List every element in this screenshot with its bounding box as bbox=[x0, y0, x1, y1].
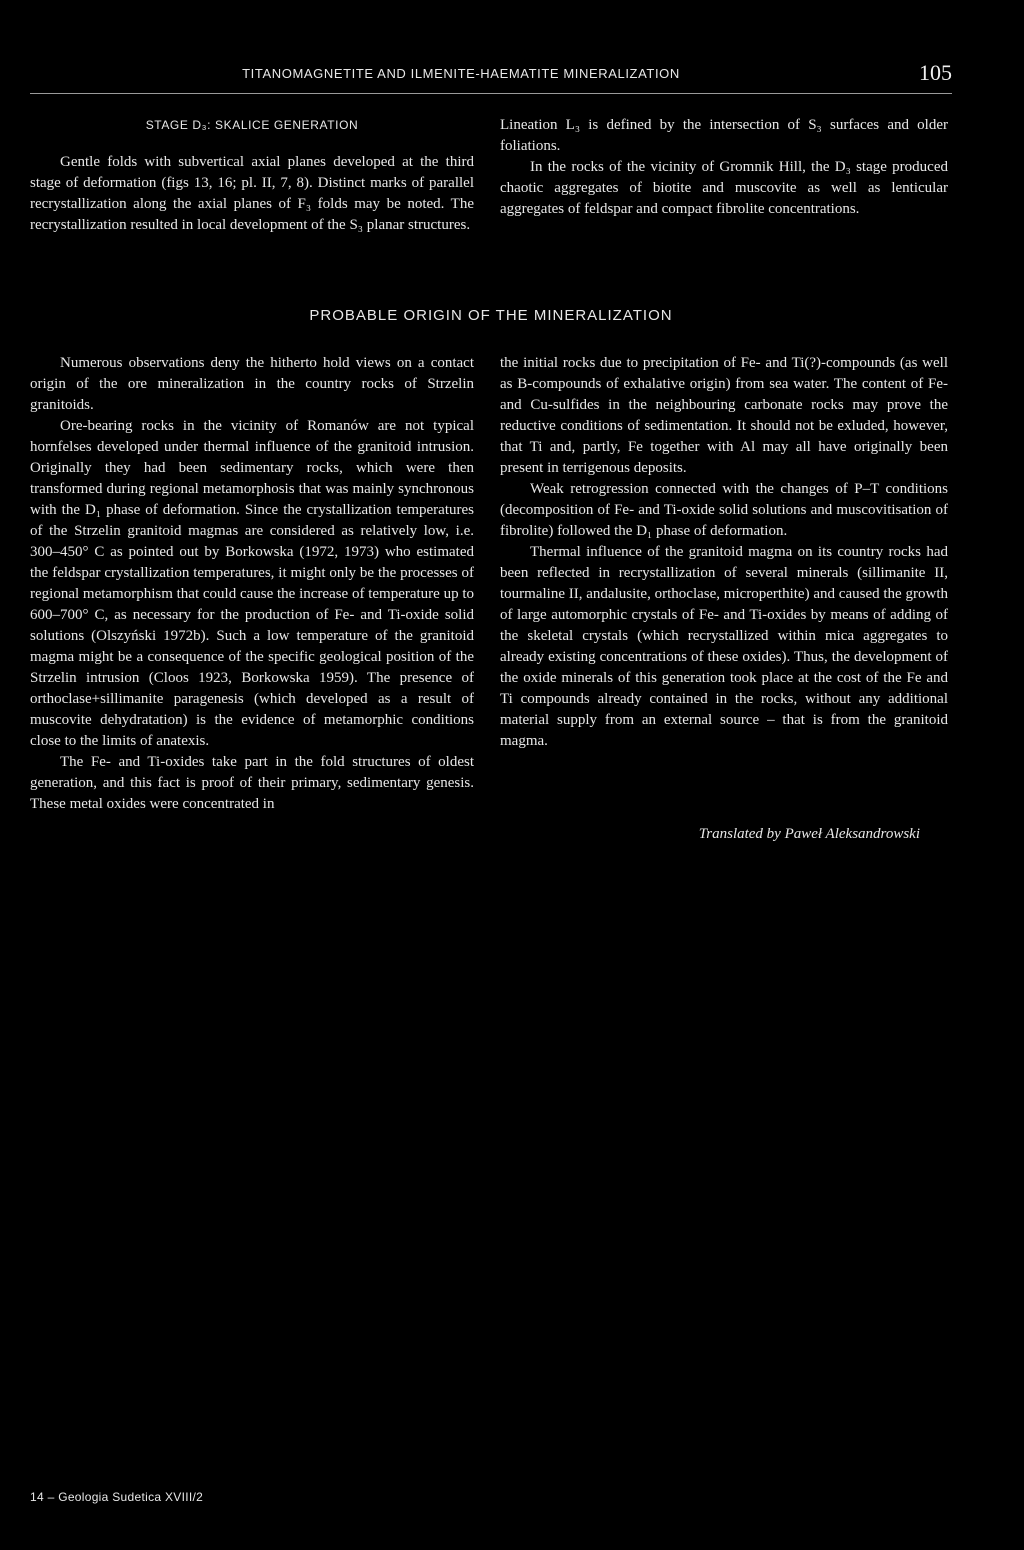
section-title: PROBABLE ORIGIN OF THE MINERALIZATION bbox=[309, 307, 673, 324]
running-title: TITANOMAGNETITE AND ILMENITE-HAEMATITE MINERALIZATION bbox=[242, 66, 680, 81]
right-top-column bbox=[500, 115, 948, 220]
origin-paragraph: The Fe- and Ti-oxides take part in the fold structures of oldest generation, and this fact is proof of their primary, sedimentary genesis. These metal oxides were concentrated in bbox=[30, 754, 474, 812]
origin-right-column bbox=[500, 353, 948, 752]
page-footer: 14 – Geologia Sudetica XVIII/2 bbox=[30, 1490, 204, 1504]
origin-left-column bbox=[30, 353, 474, 815]
translator-credit: Translated by Paweł Aleksandrowski bbox=[698, 826, 920, 842]
page-number: 105 bbox=[919, 60, 952, 85]
stage-paragraph: Gentle folds with subvertical axial planes developed at the third stage of deformation (figs 13, 16; pl. II, 7, 8). Distinct marks of parallel recrystallization along the axial planes of F₃ folds may be noted. The recrystallization resulted in local development of the S₃ planar structures. bbox=[30, 154, 474, 233]
header-rule bbox=[30, 93, 952, 94]
lineation-paragraph: Lineation L₃ is defined by the intersection of S₃ surfaces and older foliations. bbox=[500, 117, 948, 154]
origin-paragraph: the initial rocks due to precipitation of Fe- and Ti(?)-compounds (as well as B-compounds of exhalative origin) from sea water. The content of Fe- and Cu-sulfides in the neighbouring carbonate rocks may prove the reductive conditions of sedimentation. It should not be exluded, however, that Ti and, partly, Fe together with Al may all have originally been present in terrigenous deposits. bbox=[500, 355, 948, 476]
stage-heading: STAGE D₃: SKALICE GENERATION bbox=[145, 118, 359, 132]
page-header bbox=[30, 62, 952, 92]
origin-paragraph: Weak retrogression connected with the changes of P–T conditions (decomposition of Fe- and Ti-oxide solid solutions and muscovitisation of fibrolite) followed the D₁ phase of deformation. bbox=[500, 481, 948, 539]
origin-paragraph: Ore-bearing rocks in the vicinity of Romanów are not typical hornfelses developed under thermal influence of the granitoid intrusion. Originally they had been sedimentary rocks, which were then transformed during regional metamorphosis that was mainly synchronous with the D₁ phase of deformation. Since the crystallization temperatures of the Strzelin granitoid magmas are considered as relatively low, i.e. 300–450° C as pointed out by Borkowska (1972, 1973) who estimated the feldspar crystallization temperatures, it might only be the processes of regional metamorphism that could cause the increase of temperature up to 600–700° C, as necessary for the production of Fe- and Ti-oxide solid solutions (Olszyński 1972b). Such a low temperature of the granitoid magma might be a consequence of the specific geological position of the Strzelin intrusion (Cloos 1923, Borkowska 1959). The presence of orthoclase+sillimanite paragenesis (which developed as a result of muscovite dehydratation) is the evidence of metamorphic conditions close to the limits of anatexis. bbox=[30, 418, 475, 749]
stage-column bbox=[30, 152, 474, 236]
origin-paragraph: Numerous observations deny the hitherto hold views on a contact origin of the ore mineralization in the country rocks of Strzelin granitoids. bbox=[30, 355, 474, 413]
gromnik-paragraph: In the rocks of the vicinity of Gromnik Hill, the D₃ stage produced chaotic aggregates of biotite and muscovite as well as lenticular aggregates of feldspar and compact fibrolite concentrations. bbox=[500, 159, 948, 217]
origin-paragraph: Thermal influence of the granitoid magma on its country rocks had been reflected in recrystallization of several minerals (sillimanite II, tourmaline II, andalusite, orthoclase, microperthite) and caused the growth of large automorphic crystals of Fe- and Ti-oxides by means of adding of the skeletal crystals (which recrystallized within mica aggregates to already existing concentrations of these oxides). Thus, the development of the oxide minerals of this generation took place at the cost of the Fe and Ti compounds already contained in the rocks, without any additional material supply from an external source – that is from the granitoid magma. bbox=[500, 544, 948, 749]
